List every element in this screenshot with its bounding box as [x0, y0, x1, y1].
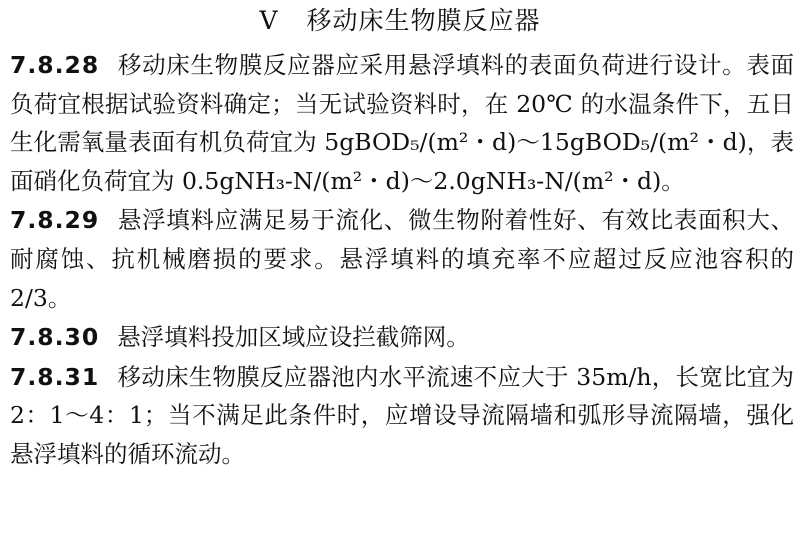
- clause-text: 悬浮填料应满足易于流化、微生物附着性好、有效比表面积大、耐腐蚀、抗机械磨损的要求。悬浮填料的填充率不应超过反应池容积的 2/3。: [10, 206, 794, 312]
- clause-number: 7.8.29: [10, 206, 100, 235]
- clause-7-8-30: [10, 318, 794, 357]
- clause-number: 7.8.31: [10, 362, 100, 391]
- clause-7-8-28: [10, 46, 794, 200]
- clause-7-8-29: [10, 201, 794, 317]
- clause-list: [10, 46, 794, 474]
- clause-text: 悬浮填料投加区域应设拦截筛网。: [117, 323, 470, 352]
- section-title: 移动床生物膜反应器: [306, 6, 541, 35]
- clause-number: 7.8.30: [10, 323, 100, 352]
- clause-text: 移动床生物膜反应器池内水平流速不应大于 35m/h，长宽比宜为 2：1～4：1；当不满足此条件时，应增设导流隔墙和弧形导流隔墙，强化悬浮填料的循环流动。: [10, 362, 794, 468]
- clause-number: 7.8.28: [10, 51, 100, 79]
- clause-7-8-31: [10, 358, 794, 474]
- section-roman-numeral: V: [259, 6, 279, 35]
- clause-text: 移动床生物膜反应器应采用悬浮填料的表面负荷进行设计。表面负荷宜根据试验资料确定；当无试验资料时，在 20℃ 的水温条件下，五日生化需氧量表面有机负荷宜为 5gBOD₅/(m²・d)～15gBOD₅/(m²・d)，表面硝化负荷宜为 0.5gNH₃-N/(m²・d)～2.0gNH₃-N/(m²・d)。: [10, 51, 794, 195]
- section-heading: [0, 4, 800, 38]
